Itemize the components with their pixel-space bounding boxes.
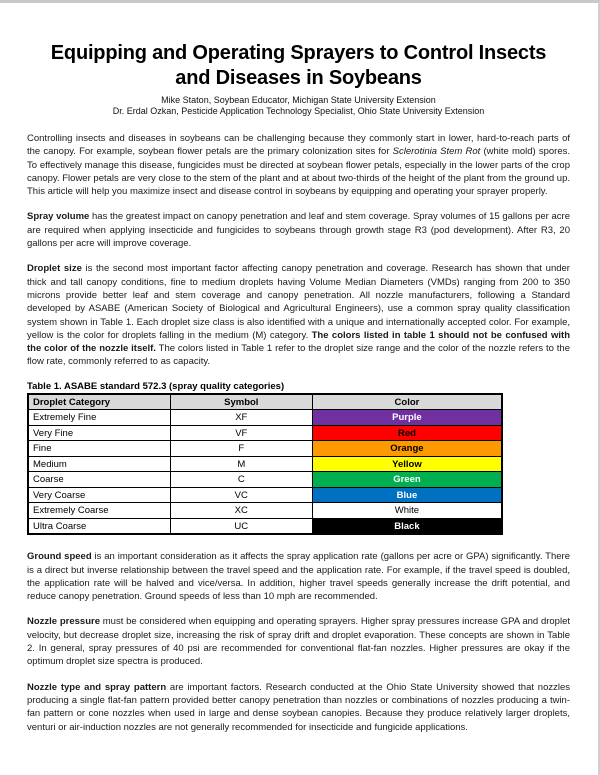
article-title-line1: Equipping and Operating Sprayers to Control Insects: [50, 42, 547, 64]
bold-text-run: Nozzle pressure: [27, 616, 100, 628]
symbol-cell: VF: [170, 425, 312, 441]
table-row: [28, 503, 502, 519]
symbol-cell: F: [170, 441, 312, 457]
table-row: [28, 487, 502, 503]
body-paragraphs-before-table: [27, 132, 570, 369]
droplet-category-cell: Ultra Coarse: [28, 518, 170, 534]
body-paragraph: [27, 615, 570, 668]
body-paragraph: [27, 132, 570, 198]
symbol-cell: UC: [170, 518, 312, 534]
table-row: [28, 441, 502, 457]
author-line-1: Mike Staton, Soybean Educator, Michigan State University Extension: [161, 95, 436, 105]
spray-quality-table: [27, 393, 503, 536]
table-row: [28, 456, 502, 472]
table-caption: Table 1. ASABE standard 572.3 (spray quality categories): [27, 380, 285, 392]
color-swatch-cell: Black: [312, 518, 502, 534]
droplet-category-cell: Very Fine: [28, 425, 170, 441]
color-swatch-cell: Green: [312, 472, 502, 488]
symbol-cell: VC: [170, 487, 312, 503]
color-swatch-cell: Orange: [312, 441, 502, 457]
bold-text-run: Spray volume: [27, 211, 90, 223]
symbol-cell: XC: [170, 503, 312, 519]
droplet-category-cell: Very Coarse: [28, 487, 170, 503]
text-run: (white mold) spores. To effectively manage this disease, fungicides must be directed at soybean flower petals, especially in the lower parts of the crop canopy. Flower petals are very close to the stem of the plant and at about two-thirds of the height of the plant from the ground up. This article will help you maximize insect and disease control in soybeans by equipping and operating your sprayer properly.: [27, 146, 571, 198]
text-run: are important factors. Research conducted at the Ohio State University showed that nozzles producing a single flat-fan pattern provided better canopy penetration than nozzles or combinations of nozzles producing a twin-fan pattern or cone nozzles when used in large and dense soybean canopies. Because they produce relatively larger droplets, venturi or air-induction nozzles are not generally recommended for insecticide and fungicide applications.: [27, 681, 570, 733]
color-swatch-cell: Blue: [312, 487, 502, 503]
droplet-category-cell: Extremely Fine: [28, 410, 170, 426]
bold-text-run: The colors listed in table 1 should not be confused with the color of the nozzle itself.: [27, 329, 570, 355]
text-run: is an important consideration as it affects the spray application rate (gallons per acre or GPA) significantly. There is a direct but inverse relationship between the travel speed and the application rate. For example, if the travel speed is doubled, the application rate will be halved and vice/versa. In addition, higher travel speeds generally increase the drift potential, and reduce canopy penetration. Ground speeds of less than 10 mph are recommended.: [27, 551, 570, 603]
text-run: must be considered when equipping and operating sprayers. Higher spray pressures increase GPA and droplet velocity, but decrease droplet size, increasing the risk of spray drift and droplet evaporation. These concepts are shown in Table 2. In general, spray pressures of 40 psi are recommended for conventional flat-fan nozzles. Higher pressures are okay if the optimum droplet size spectra is produced.: [27, 616, 570, 668]
author-line-2: Dr. Erdal Ozkan, Pesticide Application Technology Specialist, Ohio State University Extension: [112, 106, 485, 116]
bold-text-run: Droplet size: [27, 263, 82, 275]
droplet-category-cell: Extremely Coarse: [28, 503, 170, 519]
table-header-row: [28, 394, 502, 410]
table-row: [28, 425, 502, 441]
color-swatch-cell: White: [312, 503, 502, 519]
body-paragraph: [27, 681, 570, 734]
color-swatch-cell: Red: [312, 425, 502, 441]
color-swatch-cell: Purple: [312, 410, 502, 426]
table-row: [28, 518, 502, 534]
table-row: [28, 410, 502, 426]
body-paragraph: [27, 210, 570, 250]
bold-text-run: Ground speed: [27, 551, 92, 563]
header-symbol: Symbol: [170, 394, 312, 410]
author-block: [27, 95, 570, 117]
body-paragraph: [27, 262, 570, 368]
text-run: The colors listed in Table 1 refer to the droplet size range and the color of the nozzle refers to the flow rate, commonly referred to as capacity.: [27, 343, 570, 368]
symbol-cell: XF: [170, 410, 312, 426]
symbol-cell: C: [170, 472, 312, 488]
bold-text-run: Nozzle type and spray pattern: [27, 681, 167, 693]
text-run: is the second most important factor affecting canopy penetration and coverage. Research has shown that under thick and tall canopy conditions, fine to medium droplets having Volume Median Diameters (VMDs) ranging from 200 to 350 microns provide better leaf and stem coverage and canopy penetration. All nozzle manufacturers, following a Standard developed by ASABE (American Society of Biological and Agricultural Engineers), use a common spray quality classification system shown in Table 1. Each droplet size class is also identified with a unique and internationally accepted color. For example, yellow is the color for droplets falling in the medium (M) category.: [27, 263, 570, 341]
droplet-category-cell: Medium: [28, 456, 170, 472]
text-run: Controlling insects and diseases in soybeans can be challenging because they commonly start in lower, hard-to-reach parts of the canopy. For example, soybean flower petals are the primary colonization sites for: [27, 133, 570, 158]
table-row: [28, 472, 502, 488]
article-title-line2: and Diseases in Soybeans: [175, 67, 422, 89]
text-run: has the greatest impact on canopy penetration and leaf and stem coverage. Spray volumes of 15 gallons per acre are required when applying insecticide and fungicides to soybeans through growth stage R3 (pod development). After R3, 20 gallons per acre will improve coverage.: [27, 211, 570, 250]
italic-text-run: Sclerotinia Stem Rot: [392, 146, 481, 158]
droplet-category-cell: Coarse: [28, 472, 170, 488]
header-droplet-category: Droplet Category: [28, 394, 170, 410]
body-paragraph: [27, 550, 570, 603]
header-color: Color: [312, 394, 502, 410]
page-content: [0, 3, 598, 734]
droplet-category-cell: Fine: [28, 441, 170, 457]
color-swatch-cell: Yellow: [312, 456, 502, 472]
symbol-cell: M: [170, 456, 312, 472]
article-title: [27, 41, 570, 91]
body-paragraphs-after-table: [27, 550, 570, 734]
